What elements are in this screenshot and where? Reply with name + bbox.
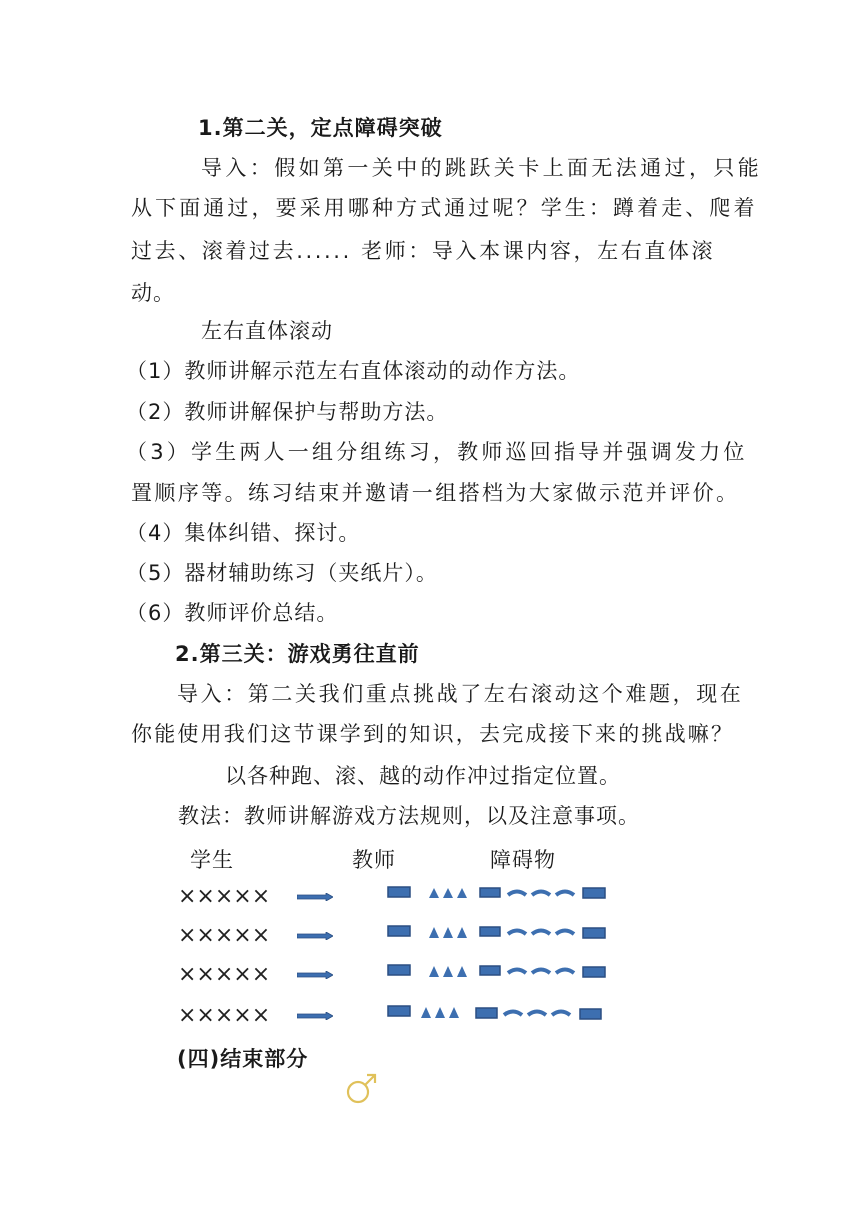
arrow-icon [297, 932, 333, 940]
section1-intro-line-2: 从下面通过，要采用哪种方式通过呢？学生：蹲着走、爬着 [131, 196, 758, 220]
section1-intro-line-1: 导入：假如第一关中的跳跃关卡上面无法通过，只能 [201, 156, 763, 180]
step-2: （2）教师讲解保护与帮助方法。 [126, 400, 449, 424]
section2-method: 教法：教师讲解游戏方法规则，以及注意事项。 [178, 804, 640, 828]
obstacle-course-icon [386, 922, 816, 950]
section2-activity: 以各种跑、滚、越的动作冲过指定位置。 [225, 764, 621, 788]
step-5: （5）器材辅助练习（夹纸片）。 [126, 561, 438, 585]
section1-intro-line-4: 动。 [131, 281, 175, 305]
obstacle-course-icon [386, 883, 816, 911]
section2-intro-line-1: 导入：第二关我们重点挑战了左右滚动这个难题，现在 [177, 682, 744, 706]
step-4: （4）集体纠错、探讨。 [126, 521, 361, 545]
label-teacher: 教师 [352, 848, 396, 872]
step-1: （1）教师讲解示范左右直体滚动的动作方法。 [126, 359, 581, 383]
student-marks: ××××× [178, 1003, 271, 1028]
step-3: （3）学生两人一组分组练习，教师巡回指导并强调发力位 [126, 440, 748, 464]
section1-title: 1.第二关，定点障碍突破 [198, 116, 443, 140]
section4-title: (四)结束部分 [177, 1047, 309, 1071]
step-6: （6）教师评价总结。 [126, 601, 339, 625]
arrow-icon [297, 971, 333, 979]
student-marks: ××××× [178, 962, 271, 987]
obstacle-course-icon [386, 1002, 816, 1030]
arrow-icon [297, 1012, 333, 1020]
label-students: 学生 [190, 848, 234, 872]
obstacle-course-icon [386, 961, 816, 989]
label-obstacles: 障碍物 [490, 848, 556, 872]
step-3-cont: 置顺序等。练习结束并邀请一组搭档为大家做示范并评价。 [131, 481, 740, 505]
section1-subtitle: 左右直体滚动 [201, 319, 333, 343]
student-marks: ××××× [178, 884, 271, 909]
section2-intro-line-2: 你能使用我们这节课学到的知识，去完成接下来的挑战嘛？ [131, 722, 735, 746]
section2-title: 2.第三关：游戏勇往直前 [175, 642, 420, 666]
student-marks: ××××× [178, 923, 271, 948]
male-symbol-icon [344, 1070, 380, 1106]
section1-intro-line-3: 过去、滚着过去...... 老师：导入本课内容，左右直体滚 [131, 239, 716, 263]
arrow-icon [297, 893, 333, 901]
